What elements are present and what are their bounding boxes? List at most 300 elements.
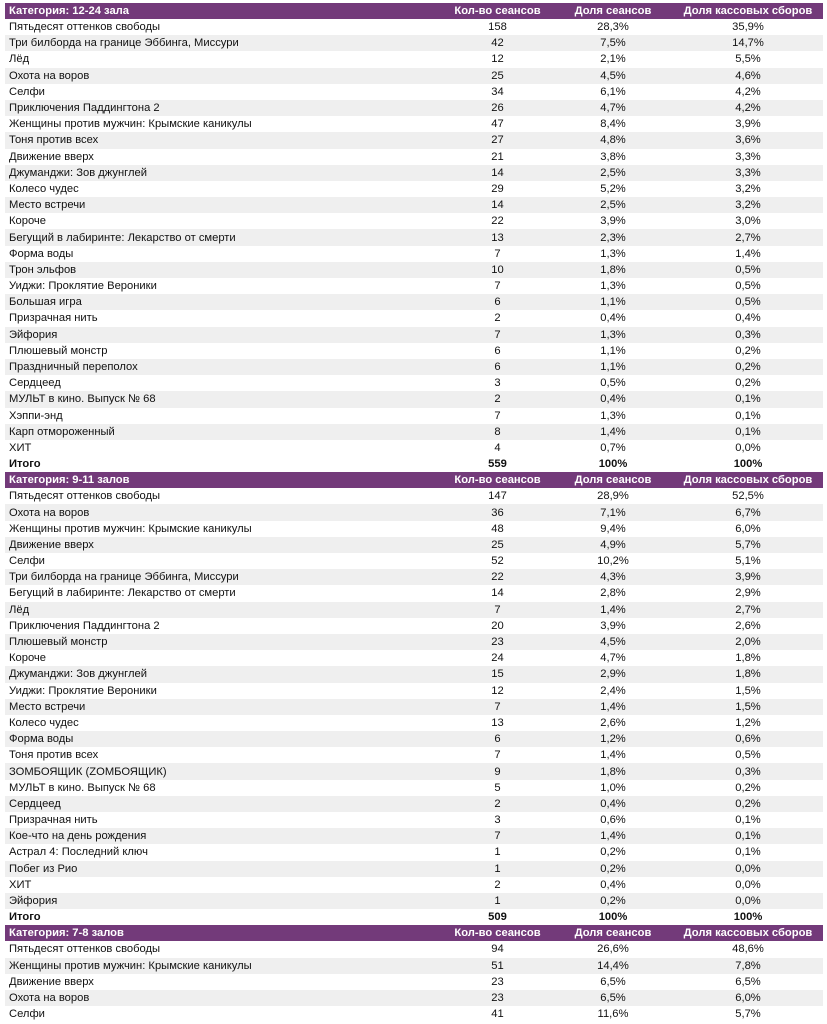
cell-value: 28,9% [553, 488, 673, 504]
cell-value: 11,6% [553, 1006, 673, 1022]
cell-value: 1,1% [553, 294, 673, 310]
cell-value: 26 [442, 100, 553, 116]
film-title: Селфи [5, 84, 442, 100]
cell-value: 1,4% [553, 602, 673, 618]
cell-value: 20 [442, 618, 553, 634]
film-title: Селфи [5, 1006, 442, 1022]
cell-value: 0,2% [553, 861, 673, 877]
cell-value: 2,9% [673, 585, 823, 601]
cell-value: 0,5% [673, 747, 823, 763]
cell-value: 1,2% [673, 715, 823, 731]
film-title: Пятьдесят оттенков свободы [5, 488, 442, 504]
cell-value: 4,7% [553, 100, 673, 116]
cell-value: 1,8% [553, 262, 673, 278]
cell-value: 2,4% [553, 683, 673, 699]
cell-value: 7,5% [553, 35, 673, 51]
cell-value: 1,8% [673, 650, 823, 666]
table-row [5, 861, 823, 877]
film-title: Эйфория [5, 327, 442, 343]
cell-value: 1,4% [553, 747, 673, 763]
category-table [5, 472, 823, 925]
film-title: Три билборда на границе Эббинга, Миссури [5, 35, 442, 51]
cell-value: 0,1% [673, 812, 823, 828]
cell-value: 3,9% [673, 569, 823, 585]
table-row [5, 149, 823, 165]
table-row [5, 602, 823, 618]
cell-value: 25 [442, 537, 553, 553]
film-title: Селфи [5, 553, 442, 569]
table-row [5, 440, 823, 456]
cell-value: 3,8% [553, 149, 673, 165]
cell-value: 0,2% [673, 796, 823, 812]
column-header: Кол-во сеансов [442, 472, 553, 488]
cell-value: 2,1% [553, 51, 673, 67]
table-row [5, 521, 823, 537]
total-value: 509 [442, 909, 553, 925]
cell-value: 7 [442, 327, 553, 343]
cell-value: 52 [442, 553, 553, 569]
cell-value: 5 [442, 780, 553, 796]
table-row [5, 294, 823, 310]
category-table [5, 3, 823, 472]
table-row [5, 424, 823, 440]
cell-value: 7 [442, 246, 553, 262]
cell-value: 0,2% [553, 893, 673, 909]
table-row [5, 812, 823, 828]
total-value: 559 [442, 456, 553, 472]
cell-value: 1,5% [673, 699, 823, 715]
film-title: Бегущий в лабиринте: Лекарство от смерти [5, 229, 442, 245]
cell-value: 14 [442, 197, 553, 213]
table-row [5, 100, 823, 116]
cell-value: 6,0% [673, 521, 823, 537]
cell-value: 2 [442, 877, 553, 893]
cell-value: 0,1% [673, 391, 823, 407]
cell-value: 51 [442, 958, 553, 974]
cell-value: 12 [442, 51, 553, 67]
table-row [5, 715, 823, 731]
cell-value: 52,5% [673, 488, 823, 504]
film-title: Кое-что на день рождения [5, 828, 442, 844]
table-row [5, 828, 823, 844]
film-title: МУЛЬТ в кино. Выпуск № 68 [5, 391, 442, 407]
cell-value: 3,9% [553, 618, 673, 634]
cell-value: 8,4% [553, 116, 673, 132]
category-header [5, 925, 823, 941]
film-title: Женщины против мужчин: Крымские каникулы [5, 116, 442, 132]
cell-value: 5,1% [673, 553, 823, 569]
cell-value: 10,2% [553, 553, 673, 569]
table-row [5, 310, 823, 326]
table-row [5, 683, 823, 699]
cell-value: 3,9% [673, 116, 823, 132]
cell-value: 1,1% [553, 343, 673, 359]
cell-value: 23 [442, 634, 553, 650]
cell-value: 0,0% [673, 893, 823, 909]
film-title: Короче [5, 213, 442, 229]
cell-value: 1,4% [673, 246, 823, 262]
cell-value: 1,3% [553, 278, 673, 294]
table-row [5, 747, 823, 763]
cell-value: 147 [442, 488, 553, 504]
cell-value: 2,7% [673, 602, 823, 618]
cell-value: 7 [442, 602, 553, 618]
cell-value: 0,6% [553, 812, 673, 828]
cell-value: 34 [442, 84, 553, 100]
cell-value: 0,5% [673, 262, 823, 278]
film-title: МУЛЬТ в кино. Выпуск № 68 [5, 780, 442, 796]
cell-value: 0,2% [553, 844, 673, 860]
cell-value: 6 [442, 294, 553, 310]
film-title: Место встречи [5, 197, 442, 213]
cell-value: 2,9% [553, 666, 673, 682]
cell-value: 0,4% [673, 310, 823, 326]
table-row [5, 618, 823, 634]
cell-value: 26,6% [553, 941, 673, 957]
cell-value: 94 [442, 941, 553, 957]
cell-value: 0,2% [673, 359, 823, 375]
total-label: Итого [5, 456, 442, 472]
film-title: Форма воды [5, 731, 442, 747]
cell-value: 2 [442, 796, 553, 812]
film-title: Хэппи-энд [5, 408, 442, 424]
column-header: Доля кассовых сборов [673, 3, 823, 19]
table-row [5, 1006, 823, 1022]
total-row [5, 456, 823, 472]
cell-value: 4 [442, 440, 553, 456]
cell-value: 13 [442, 715, 553, 731]
cell-value: 4,3% [553, 569, 673, 585]
film-title: Колесо чудес [5, 715, 442, 731]
cell-value: 15 [442, 666, 553, 682]
cell-value: 4,6% [673, 68, 823, 84]
cell-value: 4,2% [673, 100, 823, 116]
cell-value: 6,5% [553, 990, 673, 1006]
cell-value: 5,7% [673, 1006, 823, 1022]
film-title: Охота на воров [5, 504, 442, 520]
cell-value: 0,5% [553, 375, 673, 391]
table-row [5, 780, 823, 796]
category-header [5, 472, 823, 488]
cell-value: 2,0% [673, 634, 823, 650]
total-value: 100% [673, 909, 823, 925]
table-row [5, 359, 823, 375]
cell-value: 9,4% [553, 521, 673, 537]
cell-value: 22 [442, 213, 553, 229]
cell-value: 5,2% [553, 181, 673, 197]
cell-value: 42 [442, 35, 553, 51]
table-row [5, 504, 823, 520]
cell-value: 5,7% [673, 537, 823, 553]
cell-value: 1,3% [553, 327, 673, 343]
cell-value: 0,0% [673, 861, 823, 877]
cell-value: 7,8% [673, 958, 823, 974]
table-row [5, 650, 823, 666]
cell-value: 0,1% [673, 408, 823, 424]
film-title: Движение вверх [5, 149, 442, 165]
film-title: Лёд [5, 602, 442, 618]
film-title: Тоня против всех [5, 132, 442, 148]
cell-value: 14 [442, 585, 553, 601]
cell-value: 2,3% [553, 229, 673, 245]
film-title: ЗОМБОЯЩИК (ZОМБОЯЩИК) [5, 763, 442, 779]
cell-value: 1,4% [553, 699, 673, 715]
cell-value: 3,2% [673, 181, 823, 197]
table-row [5, 990, 823, 1006]
film-title: Большая игра [5, 294, 442, 310]
cell-value: 6,0% [673, 990, 823, 1006]
cell-value: 2,7% [673, 229, 823, 245]
table-row [5, 181, 823, 197]
cell-value: 0,1% [673, 424, 823, 440]
cell-value: 3 [442, 812, 553, 828]
cell-value: 2,6% [673, 618, 823, 634]
film-title: Побег из Рио [5, 861, 442, 877]
cell-value: 4,5% [553, 634, 673, 650]
cell-value: 36 [442, 504, 553, 520]
cell-value: 7 [442, 278, 553, 294]
cell-value: 7 [442, 747, 553, 763]
table-row [5, 35, 823, 51]
cell-value: 48 [442, 521, 553, 537]
cell-value: 4,7% [553, 650, 673, 666]
cell-value: 1,3% [553, 246, 673, 262]
cell-value: 0,6% [673, 731, 823, 747]
film-title: Лёд [5, 51, 442, 67]
table-row [5, 974, 823, 990]
cell-value: 6,5% [673, 974, 823, 990]
table-row [5, 893, 823, 909]
cell-value: 0,4% [553, 391, 673, 407]
cell-value: 14,7% [673, 35, 823, 51]
table-row [5, 391, 823, 407]
cell-value: 6 [442, 343, 553, 359]
table-row [5, 262, 823, 278]
category-title: Категория: 9-11 залов [5, 472, 442, 488]
film-title: Колесо чудес [5, 181, 442, 197]
cell-value: 1,5% [673, 683, 823, 699]
film-title: Призрачная нить [5, 812, 442, 828]
cell-value: 1,0% [553, 780, 673, 796]
cell-value: 0,2% [673, 780, 823, 796]
film-title: Эйфория [5, 893, 442, 909]
table-row [5, 731, 823, 747]
cell-value: 22 [442, 569, 553, 585]
cell-value: 3,6% [673, 132, 823, 148]
cell-value: 2,5% [553, 165, 673, 181]
film-title: Движение вверх [5, 537, 442, 553]
cell-value: 4,2% [673, 84, 823, 100]
cell-value: 7,1% [553, 504, 673, 520]
cell-value: 6 [442, 359, 553, 375]
total-value: 100% [553, 456, 673, 472]
film-title: Короче [5, 650, 442, 666]
cell-value: 0,2% [673, 343, 823, 359]
table-row [5, 51, 823, 67]
cell-value: 0,0% [673, 877, 823, 893]
category-title: Категория: 12-24 зала [5, 3, 442, 19]
cell-value: 7 [442, 828, 553, 844]
cell-value: 3 [442, 375, 553, 391]
cell-value: 7 [442, 408, 553, 424]
column-header: Кол-во сеансов [442, 925, 553, 941]
column-header: Доля сеансов [553, 472, 673, 488]
film-title: Движение вверх [5, 974, 442, 990]
cell-value: 0,3% [673, 763, 823, 779]
column-header: Кол-во сеансов [442, 3, 553, 19]
cell-value: 13 [442, 229, 553, 245]
film-title: Три билборда на границе Эббинга, Миссури [5, 569, 442, 585]
total-label: Итого [5, 909, 442, 925]
cell-value: 0,4% [553, 877, 673, 893]
category-table [5, 925, 823, 1022]
cell-value: 0,0% [673, 440, 823, 456]
table-row [5, 116, 823, 132]
cell-value: 158 [442, 19, 553, 35]
table-row [5, 327, 823, 343]
cell-value: 1 [442, 844, 553, 860]
film-title: Пятьдесят оттенков свободы [5, 941, 442, 957]
table-row [5, 763, 823, 779]
total-value: 100% [553, 909, 673, 925]
film-title: Астрал 4: Последний ключ [5, 844, 442, 860]
cell-value: 0,1% [673, 844, 823, 860]
table-row [5, 488, 823, 504]
cell-value: 0,4% [553, 796, 673, 812]
cell-value: 14 [442, 165, 553, 181]
film-title: Женщины против мужчин: Крымские каникулы [5, 521, 442, 537]
film-title: Форма воды [5, 246, 442, 262]
cell-value: 6,5% [553, 974, 673, 990]
table-row [5, 796, 823, 812]
table-row [5, 84, 823, 100]
cell-value: 3,3% [673, 149, 823, 165]
table-row [5, 408, 823, 424]
cell-value: 48,6% [673, 941, 823, 957]
cell-value: 0,2% [673, 375, 823, 391]
cell-value: 3,3% [673, 165, 823, 181]
table-row [5, 213, 823, 229]
cell-value: 1,3% [553, 408, 673, 424]
cell-value: 0,1% [673, 828, 823, 844]
column-header: Доля сеансов [553, 925, 673, 941]
category-header [5, 3, 823, 19]
cell-value: 2,8% [553, 585, 673, 601]
cell-value: 23 [442, 974, 553, 990]
cell-value: 29 [442, 181, 553, 197]
cell-value: 27 [442, 132, 553, 148]
cell-value: 2 [442, 310, 553, 326]
film-title: Место встречи [5, 699, 442, 715]
film-title: Карп отмороженный [5, 424, 442, 440]
film-title: Приключения Паддингтона 2 [5, 618, 442, 634]
cell-value: 2,5% [553, 197, 673, 213]
film-title: Уиджи: Проклятие Вероники [5, 683, 442, 699]
table-row [5, 844, 823, 860]
column-header: Доля кассовых сборов [673, 925, 823, 941]
category-title: Категория: 7-8 залов [5, 925, 442, 941]
table-row [5, 553, 823, 569]
table-row [5, 941, 823, 957]
cell-value: 1,2% [553, 731, 673, 747]
table-row [5, 19, 823, 35]
cell-value: 1,4% [553, 424, 673, 440]
table-row [5, 958, 823, 974]
table-row [5, 877, 823, 893]
cell-value: 6 [442, 731, 553, 747]
cell-value: 1,8% [553, 763, 673, 779]
table-row [5, 132, 823, 148]
cell-value: 1,8% [673, 666, 823, 682]
table-row [5, 68, 823, 84]
cell-value: 25 [442, 68, 553, 84]
table-row [5, 537, 823, 553]
film-title: Призрачная нить [5, 310, 442, 326]
cell-value: 6,7% [673, 504, 823, 520]
cell-value: 9 [442, 763, 553, 779]
cell-value: 4,5% [553, 68, 673, 84]
film-title: Женщины против мужчин: Крымские каникулы [5, 958, 442, 974]
column-header: Доля кассовых сборов [673, 472, 823, 488]
cell-value: 41 [442, 1006, 553, 1022]
film-title: Пятьдесят оттенков свободы [5, 19, 442, 35]
film-title: Плюшевый монстр [5, 343, 442, 359]
cell-value: 0,5% [673, 278, 823, 294]
film-title: Трон эльфов [5, 262, 442, 278]
film-title: ХИТ [5, 877, 442, 893]
film-title: ХИТ [5, 440, 442, 456]
cell-value: 3,0% [673, 213, 823, 229]
table-row [5, 343, 823, 359]
table-row [5, 197, 823, 213]
cell-value: 5,5% [673, 51, 823, 67]
cell-value: 10 [442, 262, 553, 278]
cell-value: 8 [442, 424, 553, 440]
cell-value: 14,4% [553, 958, 673, 974]
film-title: Тоня против всех [5, 747, 442, 763]
cell-value: 2 [442, 391, 553, 407]
cell-value: 12 [442, 683, 553, 699]
film-title: Охота на воров [5, 990, 442, 1006]
cell-value: 1,4% [553, 828, 673, 844]
table-row [5, 585, 823, 601]
film-title: Бегущий в лабиринте: Лекарство от смерти [5, 585, 442, 601]
table-row [5, 666, 823, 682]
column-header: Доля сеансов [553, 3, 673, 19]
cell-value: 7 [442, 699, 553, 715]
film-title: Плюшевый монстр [5, 634, 442, 650]
film-title: Сердцеед [5, 796, 442, 812]
cell-value: 3,2% [673, 197, 823, 213]
cell-value: 0,4% [553, 310, 673, 326]
cell-value: 24 [442, 650, 553, 666]
table-row [5, 634, 823, 650]
cell-value: 6,1% [553, 84, 673, 100]
cell-value: 1 [442, 893, 553, 909]
film-title: Сердцеед [5, 375, 442, 391]
cell-value: 4,9% [553, 537, 673, 553]
cell-value: 35,9% [673, 19, 823, 35]
cell-value: 3,9% [553, 213, 673, 229]
cell-value: 28,3% [553, 19, 673, 35]
film-title: Джуманджи: Зов джунглей [5, 165, 442, 181]
table-row [5, 699, 823, 715]
table-row [5, 375, 823, 391]
cell-value: 47 [442, 116, 553, 132]
film-title: Уиджи: Проклятие Вероники [5, 278, 442, 294]
film-title: Охота на воров [5, 68, 442, 84]
cell-value: 2,6% [553, 715, 673, 731]
